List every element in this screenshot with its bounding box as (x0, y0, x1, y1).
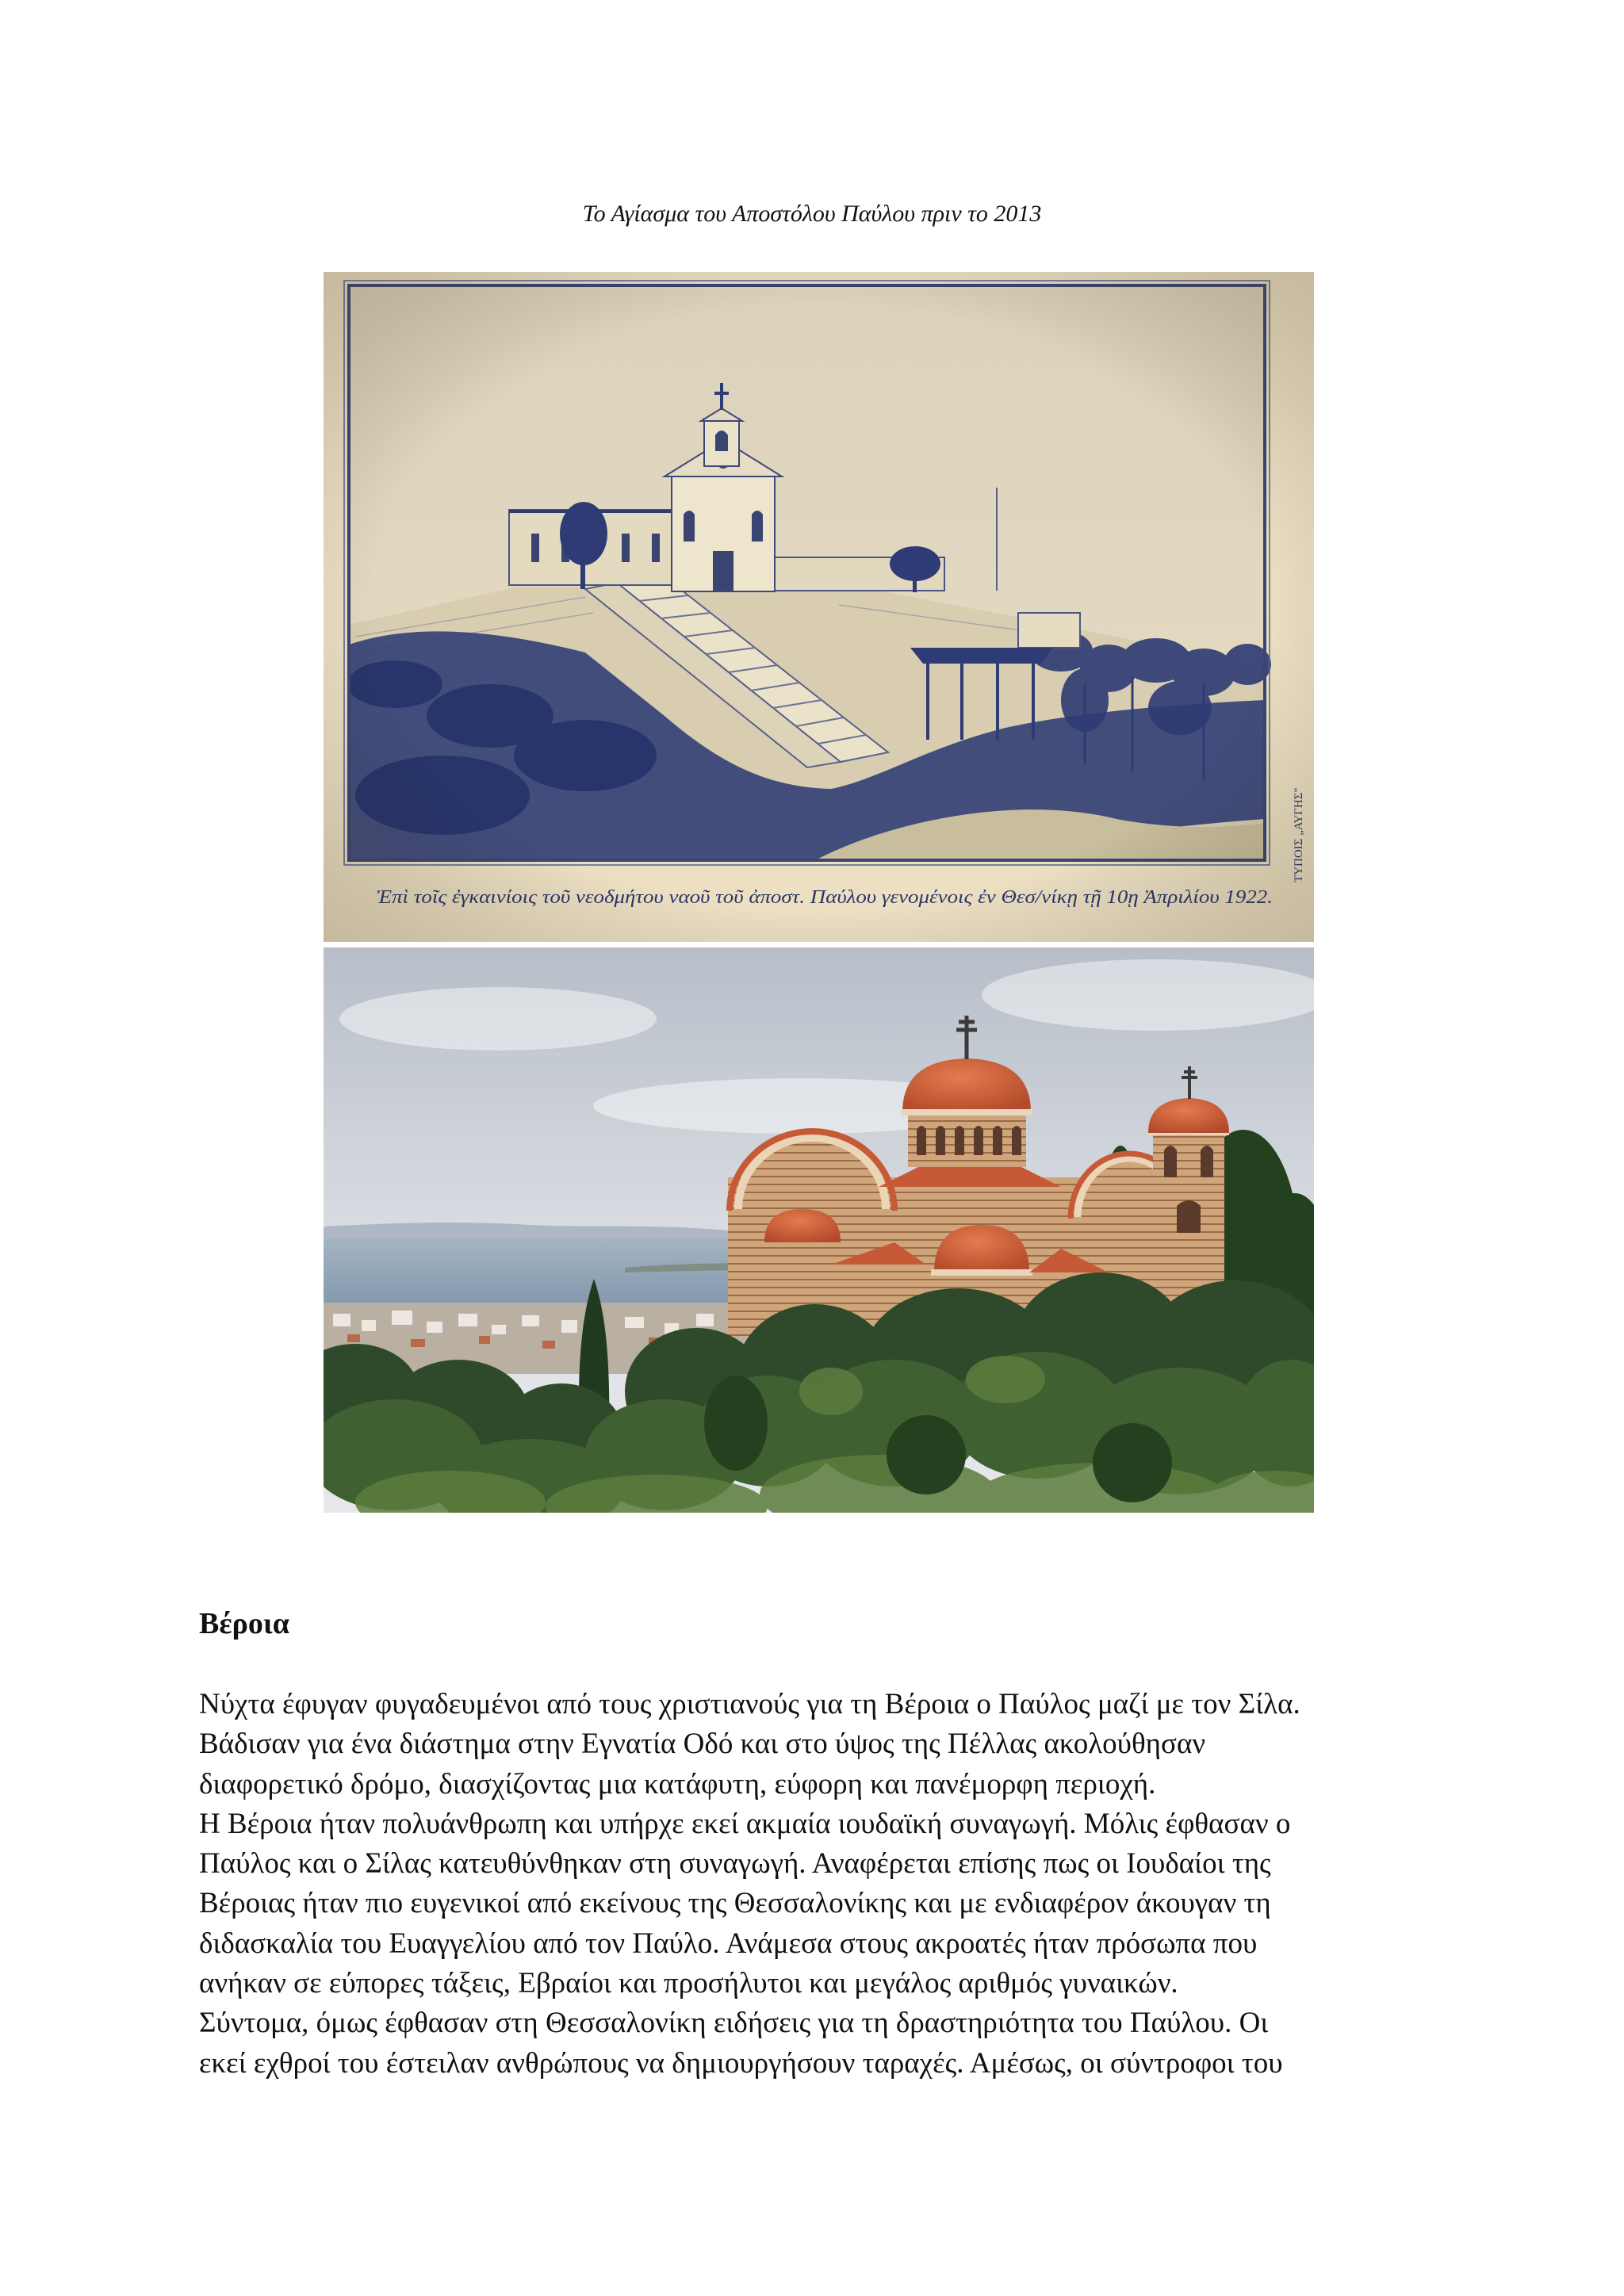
paragraph-line: Παύλος και ο Σίλας κατευθύνθηκαν στη συναγωγή. Αναφέρεται επίσης πως οι Ιουδαίοι της (199, 1847, 1271, 1881)
photo-old-chapel (324, 272, 1314, 942)
paragraph-line: Νύχτα έφυγαν φυγαδευμένοι από τους χριστιανούς για τη Βέροια ο Παύλος μαζί με τον Σίλα. (199, 1688, 1300, 1720)
section-heading: Βέροια (199, 1607, 289, 1640)
body-paragraph (199, 1685, 1300, 2084)
figure-caption: Το Αγίασμα του Αποστόλου Παύλου πριν το 2013 (582, 201, 1042, 227)
photo-new-church (324, 947, 1314, 1513)
paragraph-line: Η Βέροια ήταν πολυάνθρωπη και υπήρχε εκεί ακμαία ιουδαϊκή συναγωγή. Μόλις έφθασαν ο (199, 1807, 1291, 1840)
paragraph-line: Σύντομα, όμως έφθασαν στη Θεσσαλονίκη ειδήσεις για τη δραστηριότητα του Παύλου. Οι (199, 2007, 1269, 2040)
new-photo-image (324, 947, 1314, 1513)
paragraph-line: διδασκαλία του Ευαγγελίου από τον Παύλο. Ανάμεσα στους ακροατές ήταν πρόσωπα που (199, 1927, 1258, 1960)
paragraph-line: διαφορετικό δρόμο, διασχίζοντας μια κατάφυτη, εύφορη και πανέμορφη περιοχή. (199, 1767, 1156, 1800)
paragraph-line: εκεί εχθροί του έστειλαν ανθρώπους να δημιουργήσουν ταραχές. Αμέσως, οι σύντροφοι του (199, 2046, 1283, 2080)
paragraph-line: Βέροιας ήταν πιο ευγενικοί από εκείνους της Θεσσαλονίκης και με ενδιαφέρον άκουγαν τη (199, 1887, 1271, 1920)
paragraph-line: Βάδισαν για ένα διάστημα στην Εγνατία Οδό και στο ύψος της Πέλλας ακολούθησαν (199, 1728, 1206, 1761)
old-photo-image (324, 272, 1314, 942)
paragraph-line: ανήκαν σε εύπορες τάξεις, Εβραίοι και προσήλυτοι και μεγάλος αριθμός γυναικών. (199, 1967, 1178, 2000)
